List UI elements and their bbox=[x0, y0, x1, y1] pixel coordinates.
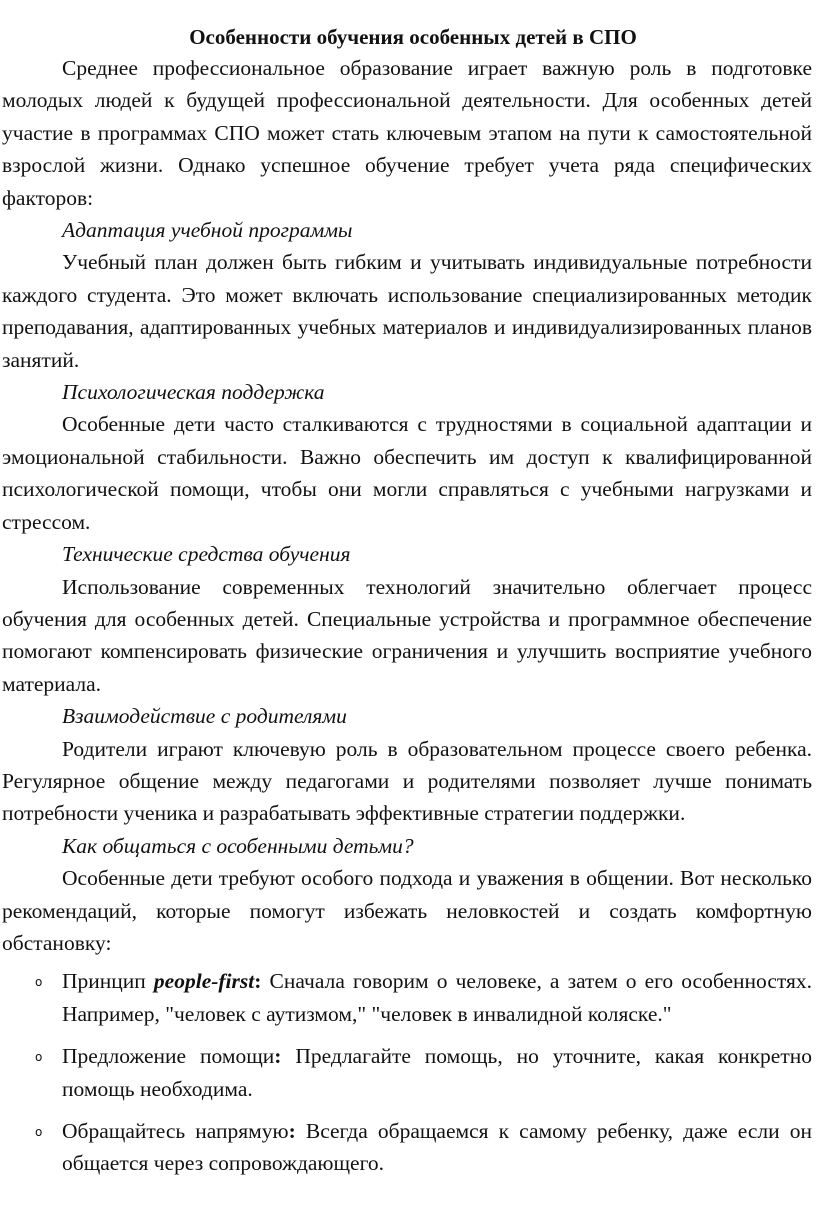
bullet-text: Сначала говорим о человеке, а затем о его особенностях. Например, "человек с аутизмом," "человек в инвалидной коляске." bbox=[62, 969, 812, 1026]
section-heading-parents: Взаимодействие с родителями bbox=[62, 704, 347, 729]
section-heading-psychology: Психологическая поддержка bbox=[62, 380, 325, 405]
section-text-parents: Родители играют ключевую роль в образовательном процессе своего ребенка. Регулярное общение между педагогами и родителями позволяет лучше понимать потребности ученика и разрабатывать эффективные стратегии поддержки. bbox=[2, 736, 812, 826]
list-item bbox=[2, 1115, 812, 1180]
bullet-colon: : bbox=[288, 1119, 296, 1143]
section-text-psychology: Особенные дети часто сталкиваются с трудностями в социальной адаптации и эмоциональной стабильности. Важно обеспечить им доступ к квалифицированной психологической помощи, чтобы они могли справляться с учебными нагрузками и стрессом. bbox=[2, 412, 812, 534]
bullet-colon: : bbox=[254, 969, 262, 994]
bullet-icon: o bbox=[35, 1125, 43, 1139]
section-heading-technical: Технические средства обучения bbox=[62, 542, 351, 567]
section-heading-communication: Как общаться с особенными детьми? bbox=[62, 833, 414, 858]
bullet-text: Предлагайте помощь, но уточните, какая конкретно помощь необходима. bbox=[62, 1044, 813, 1101]
bullet-icon: o bbox=[35, 975, 43, 990]
section-text-technical: Использование современных технологий значительно облегчает процесс обучения для особенных детей. Специальные устройства и программное обеспечение помогают компенсировать физические ограничения и улучшить восприятие учебного материала. bbox=[2, 574, 812, 696]
recommendation-list bbox=[2, 965, 812, 1179]
bullet-lead: Принцип bbox=[62, 969, 154, 994]
section-heading-adaptation: Адаптация учебной программы bbox=[62, 218, 353, 243]
section-text-communication: Особенные дети требуют особого подхода и уважения в общении. Вот несколько рекомендаций, которые помогут избежать неловкостей и создать комфортную обстановку: bbox=[2, 866, 812, 955]
bullet-lead-bold: people-first bbox=[153, 969, 255, 994]
list-item bbox=[2, 965, 812, 1030]
bullet-text: Всегда обращаемся к самому ребенку, даже если он общается через сопровождающего. bbox=[62, 1119, 812, 1176]
list-item bbox=[2, 1040, 812, 1105]
section-text-adaptation: Учебный план должен быть гибким и учитывать индивидуальные потребности каждого студента. Это может включать использование специализированных методик преподавания, адаптированных учебных материалов и индивидуализированных планов занятий. bbox=[2, 250, 812, 372]
bullet-lead: Обращайтесь напрямую bbox=[62, 1119, 289, 1143]
bullet-lead: Предложение помощи bbox=[62, 1044, 275, 1069]
intro-paragraph: Среднее профессиональное образование играет важную роль в подготовке молодых людей к будущей профессиональной деятельности. Для особенных детей участие в программах СПО может стать ключевым этапом на пути к самостоятельной взрослой жизни. Однако успешное обучение требует учета ряда специфических факторов: bbox=[2, 56, 812, 210]
bullet-colon: : bbox=[274, 1044, 282, 1069]
bullet-icon: o bbox=[35, 1050, 43, 1065]
document-title: Особенности обучения особенных детей в СПО bbox=[189, 25, 637, 49]
